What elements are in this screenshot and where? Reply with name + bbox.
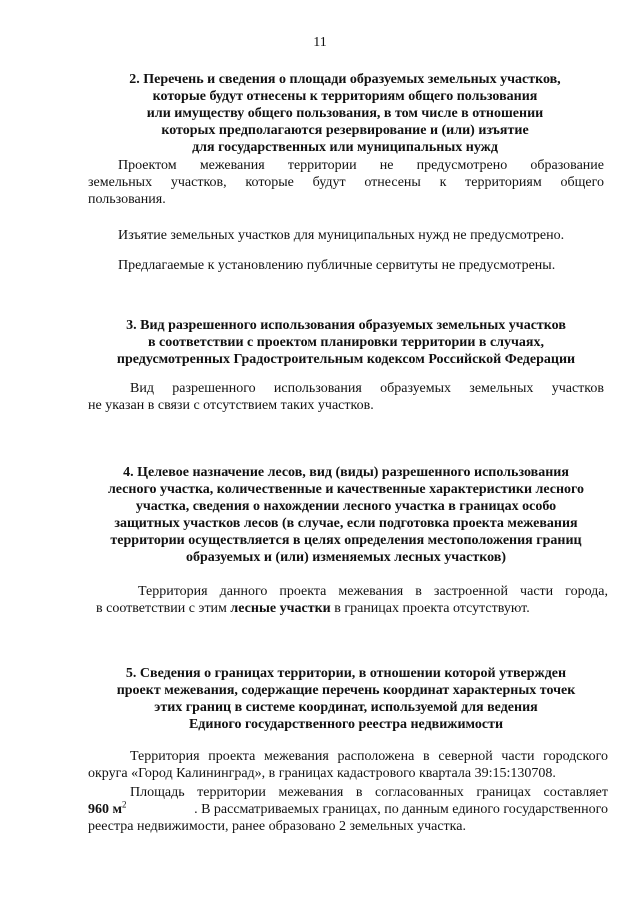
section-4-heading-line: защитных участков лесов (в случае, если подготовка проекта межевания [114, 516, 578, 531]
section-2-paragraph-3: Предлагаемые к установлению публичные сервитуты не предусмотрены. [118, 258, 556, 273]
section-2-heading-line: которые будут отнесены к территориям общего пользования [152, 89, 538, 104]
bold-term: лесные участки [230, 601, 331, 616]
section-4-heading-line: 4. Целевое назначение лесов, вид (виды) разрешенного использования [123, 465, 569, 480]
paragraph-line: пользования. [88, 192, 166, 207]
area-number: 960 [88, 802, 109, 817]
section-3-heading-line: предусмотренных Градостроительным кодексом Российской Федерации [116, 352, 576, 367]
paragraph-line: Территория данного проекта межевания в застроенной части города, [138, 584, 608, 599]
section-5-paragraph-1 [88, 748, 608, 782]
section-4-paragraph-1 [96, 583, 608, 617]
area-value [88, 801, 127, 818]
section-4-heading-line: образуемых и (или) изменяемых лесных участков) [185, 550, 506, 565]
page-number: 11 [313, 35, 327, 50]
section-3-heading-line: в соответствии с проектом планировки территории в случаях, [147, 335, 544, 350]
paragraph-line [88, 801, 608, 818]
section-5-heading-line: проект межевания, содержащие перечень координат характерных точек [116, 683, 576, 698]
paragraph-line [96, 600, 608, 617]
paragraph-line: Вид разрешенного использования образуемых земельных участков [130, 381, 604, 396]
paragraph-line: Проектом межевания территории не предусмотрено образование [118, 158, 604, 173]
section-4-heading-line: участка, сведения о нахождении лесного участка в границах особо [135, 499, 557, 514]
section-4-heading [84, 464, 608, 566]
paragraph-line: Площадь территории межевания в согласованных границах составляет [130, 785, 608, 800]
paragraph-line: не указан в связи с отсутствием таких участков. [88, 398, 374, 413]
section-2-heading-line: 2. Перечень и сведения о площади образуемых земельных участков, [129, 72, 561, 87]
section-4-heading-line: лесного участка, количественные и качественные характеристики лесного [107, 482, 585, 497]
section-3-heading-line: 3. Вид разрешенного использования образуемых земельных участков [126, 318, 566, 333]
section-2-heading-line: или имуществу общего пользования, в том числе в отношении [146, 106, 544, 121]
section-2-paragraph-1 [88, 157, 604, 208]
area-unit-exponent: 2 [122, 799, 127, 810]
paragraph-line: реестра недвижимости, ранее образовано 2 земельных участка. [88, 819, 466, 834]
paragraph-line: округа «Город Калининград», в границах кадастрового квартала 39:15:130708. [88, 766, 556, 781]
section-2-paragraph-2: Изъятие земельных участков для муниципальных нужд не предусмотрено. [118, 228, 565, 243]
area-unit: м [112, 802, 123, 817]
section-3-paragraph-1 [88, 380, 604, 414]
section-5-heading-line: Единого государственного реестра недвижимости [188, 717, 504, 732]
section-2-heading [110, 71, 580, 156]
section-4-heading-line: территории осуществляется в целях определения местоположения границ [110, 533, 582, 548]
section-2-heading-line: которых предполагаются резервирование и (или) изъятие [161, 123, 529, 138]
paragraph-line: Территория проекта межевания расположена в северной части городского [130, 749, 608, 764]
section-3-heading [84, 317, 608, 368]
text-span: в границах проекта отсутствуют. [334, 601, 530, 616]
text-span: . В рассматриваемых границах, по данным единого государственного [194, 802, 608, 817]
text-span: в соответствии с этим [96, 601, 227, 616]
section-5-paragraph-2 [88, 784, 608, 835]
section-5-heading [84, 665, 608, 733]
section-5-heading-line: 5. Сведения о границах территории, в отношении которой утвержден [125, 666, 567, 681]
section-5-heading-line: этих границ в системе координат, используемой для ведения [154, 700, 538, 715]
paragraph-line: земельных участков, которые будут отнесены к территориям общего [88, 175, 604, 190]
section-2-heading-line: для государственных или муниципальных нужд [192, 140, 498, 155]
